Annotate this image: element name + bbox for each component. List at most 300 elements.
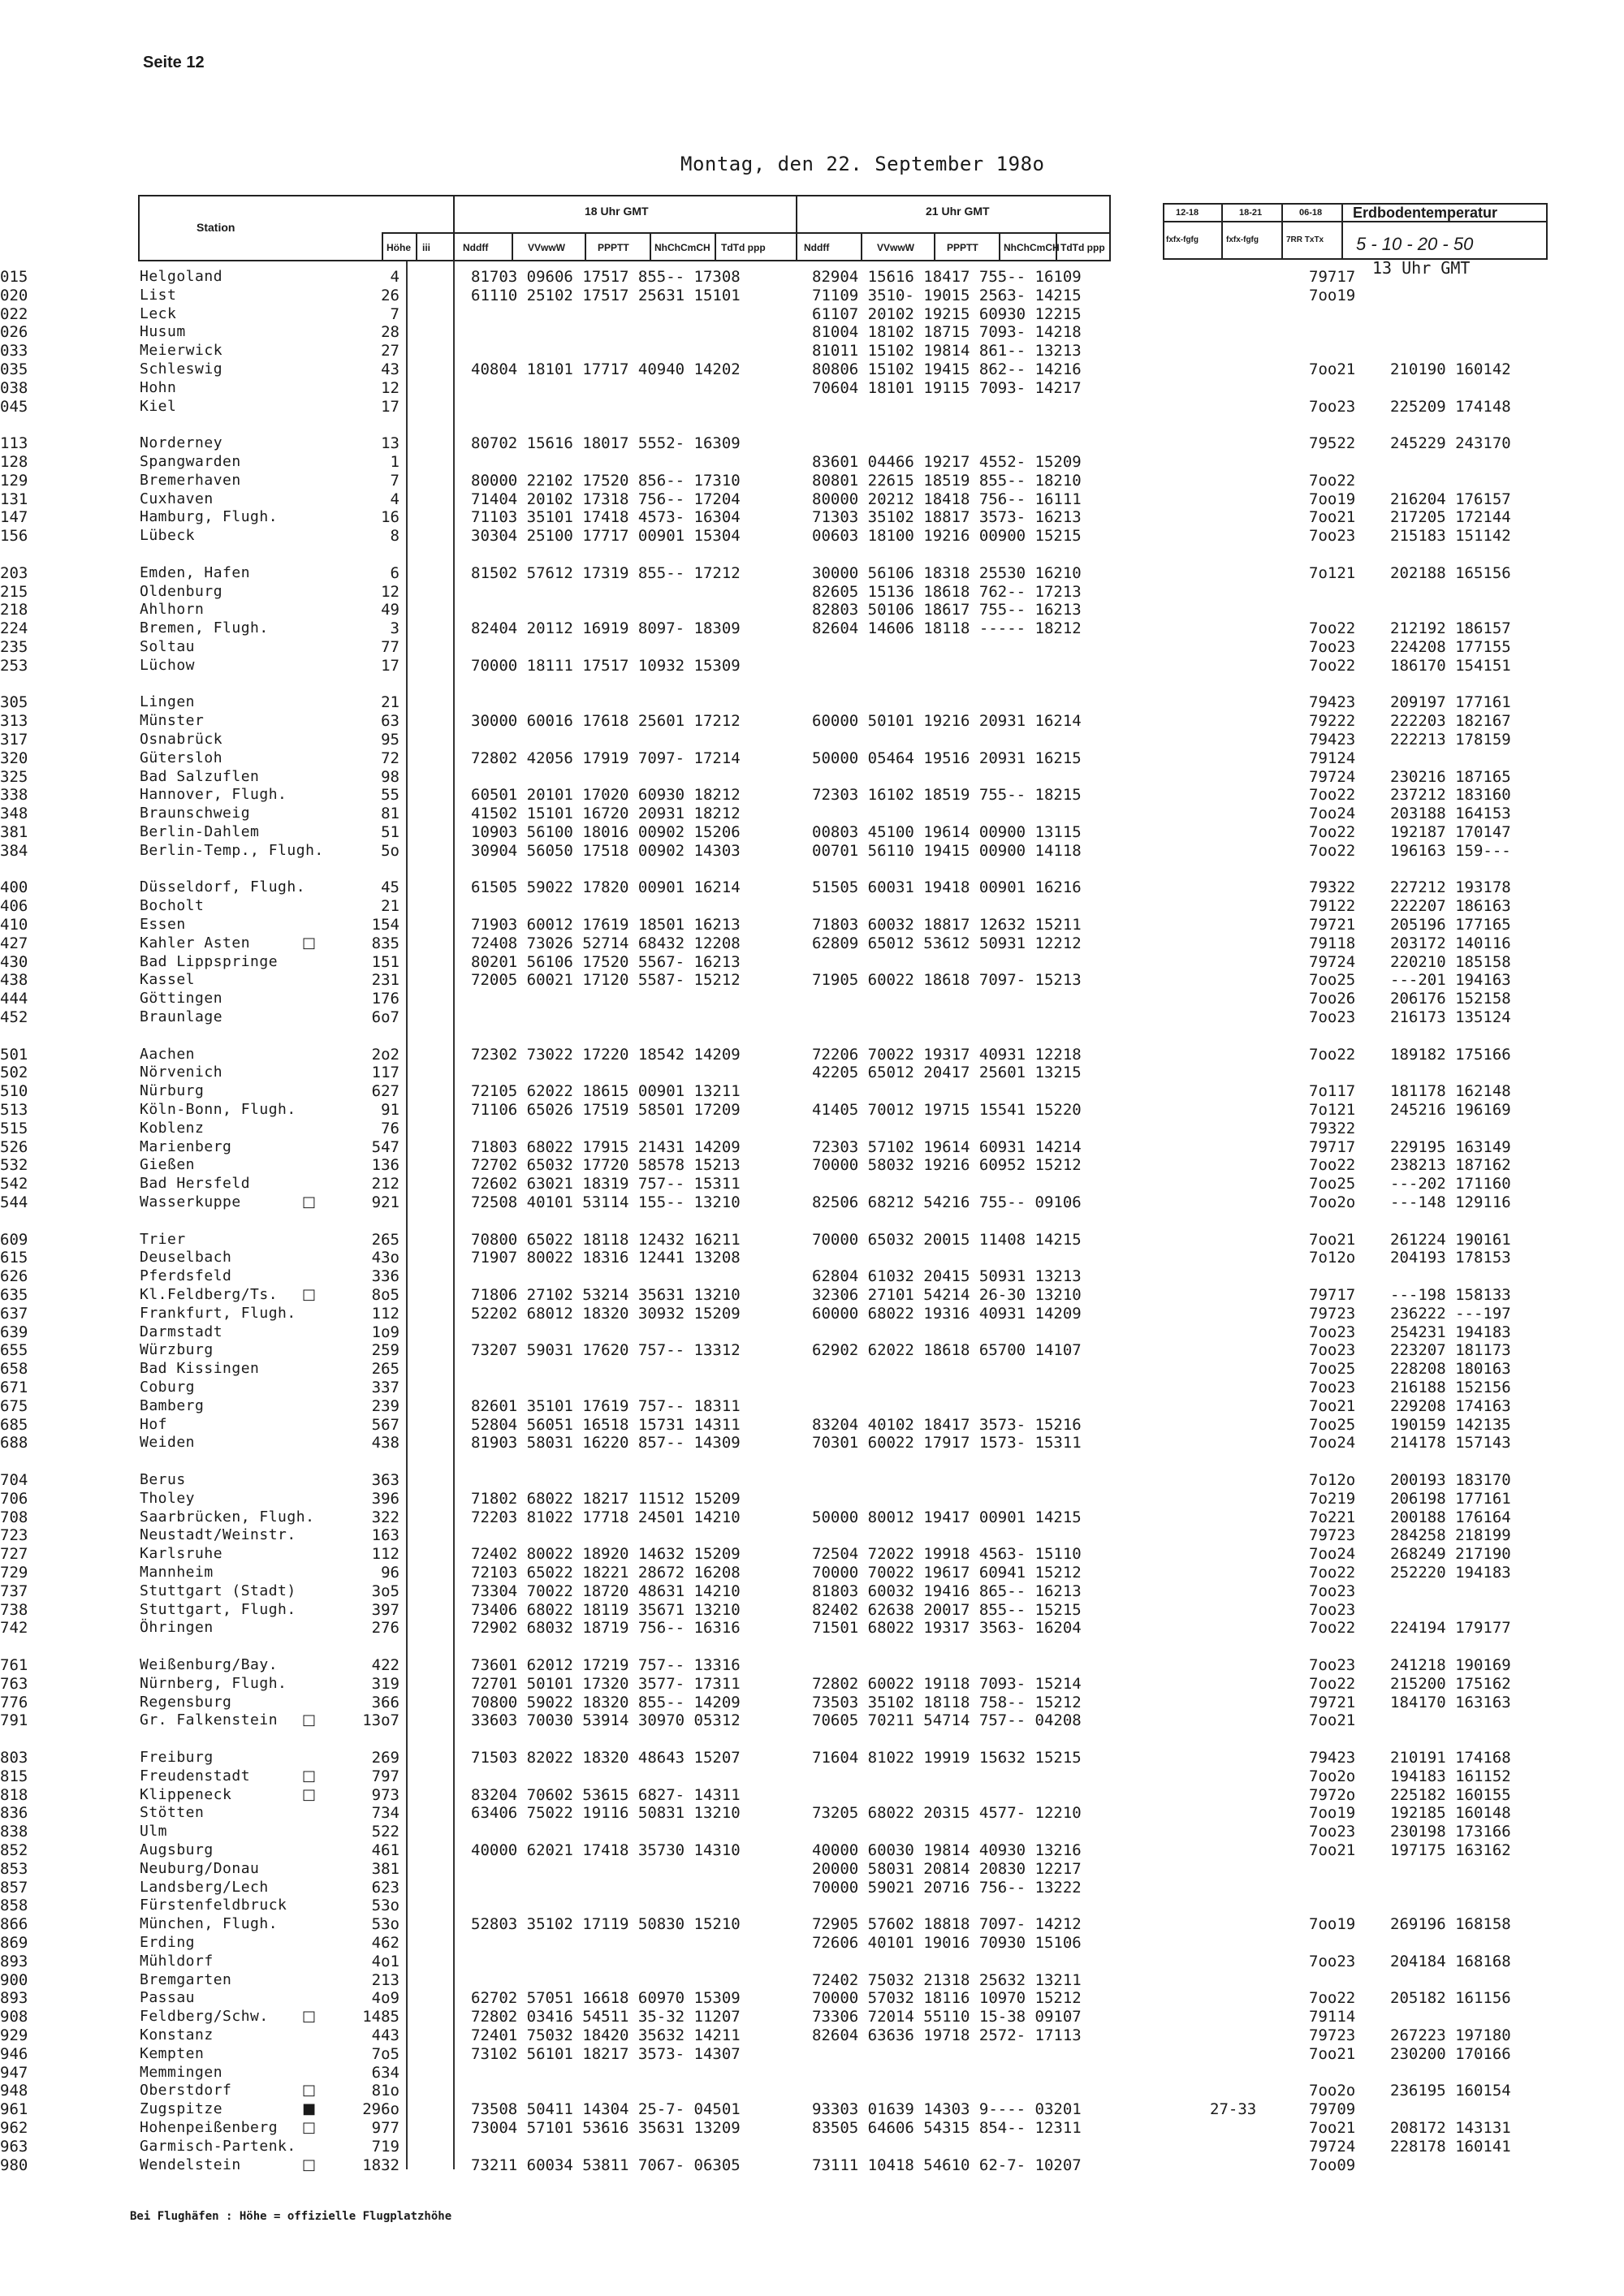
station-name: Wasserkuppe bbox=[140, 1193, 241, 1211]
obs-21-uhr: 82604 14606 18118 ----- 18212 bbox=[812, 619, 1082, 637]
table-row bbox=[0, 1341, 1624, 1359]
station-height: 276 bbox=[371, 1619, 400, 1637]
station-height: 363 bbox=[371, 1471, 400, 1489]
obs-21-uhr: 82605 15136 18618 762-- 17213 bbox=[812, 583, 1082, 601]
table-row bbox=[0, 1619, 1624, 1637]
station-height: 522 bbox=[371, 1823, 400, 1841]
station-symbol: □ bbox=[302, 2119, 317, 2136]
station-name: Mühldorf bbox=[140, 1953, 214, 1970]
station-height: 366 bbox=[371, 1694, 400, 1711]
col-tdtd-21: TdTd ppp bbox=[1060, 242, 1105, 253]
table-row bbox=[0, 749, 1624, 767]
precip-temp-06-18: 7oo24 bbox=[1309, 805, 1356, 822]
station-id: 655 bbox=[0, 1341, 28, 1359]
station-id: 544 bbox=[0, 1193, 28, 1211]
col-ppptt-18: PPPTT bbox=[598, 242, 629, 253]
precip-temp-06-18: 79717 bbox=[1309, 268, 1356, 286]
soil-temperature: 236195 160154 bbox=[1390, 2082, 1511, 2100]
station-id: 818 bbox=[0, 1786, 28, 1804]
station-name: Landsberg/Lech bbox=[140, 1879, 269, 1896]
table-row bbox=[0, 823, 1624, 841]
station-id: 400 bbox=[0, 878, 28, 896]
table-row bbox=[0, 1138, 1624, 1156]
precip-temp-06-18: 79723 bbox=[1309, 2026, 1356, 2044]
table-row bbox=[0, 1231, 1624, 1249]
station-name: Ahlhorn bbox=[140, 601, 205, 618]
obs-18-uhr: 80000 22102 17520 856-- 17310 bbox=[471, 472, 741, 490]
table-row bbox=[0, 1711, 1624, 1729]
station-id: 948 bbox=[0, 2082, 28, 2100]
station-height: 296o bbox=[362, 2100, 400, 2118]
precip-temp-06-18: 7oo23 bbox=[1309, 1953, 1356, 1970]
table-row bbox=[0, 1508, 1624, 1526]
obs-18-uhr: 30304 25100 17717 00901 15304 bbox=[471, 527, 741, 545]
station-height: 381 bbox=[371, 1860, 400, 1878]
table-row bbox=[0, 1841, 1624, 1859]
table-row bbox=[0, 2138, 1624, 2156]
obs-21-uhr: 82604 63636 19718 2572- 17113 bbox=[812, 2026, 1082, 2044]
station-name: Kempten bbox=[140, 2045, 205, 2062]
station-height: 28 bbox=[381, 323, 400, 341]
station-name: Tholey bbox=[140, 1490, 196, 1507]
table-row bbox=[0, 1416, 1624, 1434]
station-name: München, Flugh. bbox=[140, 1915, 279, 1932]
station-name: Öhringen bbox=[140, 1619, 214, 1636]
soil-temperature: 228208 180163 bbox=[1390, 1360, 1511, 1378]
station-name: Darmstadt bbox=[140, 1323, 223, 1340]
station-height: 6 bbox=[390, 564, 400, 582]
table-row bbox=[0, 1823, 1624, 1841]
table-row bbox=[0, 1434, 1624, 1452]
station-height: 26 bbox=[381, 287, 400, 304]
obs-21-uhr: 93303 01639 14303 9---- 03201 bbox=[812, 2100, 1082, 2118]
table-row bbox=[0, 971, 1624, 989]
obs-21-uhr: 42205 65012 20417 25601 13215 bbox=[812, 1064, 1082, 1081]
station-name: Helgoland bbox=[140, 268, 223, 285]
station-name: Gießen bbox=[140, 1156, 196, 1173]
header-21-uhr: 21 Uhr GMT bbox=[926, 205, 990, 218]
obs-18-uhr: 72005 60021 17120 5587- 15212 bbox=[471, 971, 741, 989]
station-name: Kahler Asten bbox=[140, 934, 251, 952]
station-name: Wendelstein bbox=[140, 2156, 241, 2173]
station-name: Kassel bbox=[140, 971, 196, 988]
precip-temp-06-18: 7oo21 bbox=[1309, 1841, 1356, 1859]
obs-18-uhr: 70800 65022 18118 12432 16211 bbox=[471, 1231, 741, 1249]
obs-18-uhr: 52803 35102 17119 50830 15210 bbox=[471, 1915, 741, 1933]
table-row bbox=[0, 1897, 1624, 1914]
station-height: 176 bbox=[371, 990, 400, 1008]
precip-temp-06-18: 7oo23 bbox=[1309, 527, 1356, 545]
table-row bbox=[0, 657, 1624, 675]
station-height: 461 bbox=[371, 1841, 400, 1859]
station-id: 803 bbox=[0, 1749, 28, 1767]
station-height: 212 bbox=[371, 1175, 400, 1193]
station-id: 639 bbox=[0, 1323, 28, 1341]
obs-21-uhr: 20000 58031 20814 20830 12217 bbox=[812, 1860, 1082, 1878]
station-id: 635 bbox=[0, 1286, 28, 1304]
obs-18-uhr: 61505 59022 17820 00901 16214 bbox=[471, 878, 741, 896]
precip-temp-06-18: 79724 bbox=[1309, 953, 1356, 971]
station-id: 501 bbox=[0, 1046, 28, 1064]
station-name: Schleswig bbox=[140, 360, 223, 378]
station-id: 305 bbox=[0, 693, 28, 711]
station-height: 8o5 bbox=[371, 1286, 400, 1304]
table-row bbox=[0, 1694, 1624, 1711]
station-name: Bremgarten bbox=[140, 1971, 232, 1988]
station-id: 129 bbox=[0, 472, 28, 490]
obs-21-uhr: 30000 56106 18318 25530 16210 bbox=[812, 564, 1082, 582]
table-row bbox=[0, 360, 1624, 378]
precip-temp-06-18: 7oo22 bbox=[1309, 1156, 1356, 1174]
obs-21-uhr: 70000 70022 19617 60941 15212 bbox=[812, 1564, 1082, 1582]
table-row bbox=[0, 490, 1624, 508]
station-id: 946 bbox=[0, 2045, 28, 2063]
table-row bbox=[0, 1582, 1624, 1600]
precip-temp-06-18: 79717 bbox=[1309, 1138, 1356, 1156]
station-id: 893 bbox=[0, 1989, 28, 2007]
station-height: 336 bbox=[371, 1267, 400, 1285]
obs-21-uhr: 62902 62022 18618 65700 14107 bbox=[812, 1341, 1082, 1359]
station-name: Neustadt/Weinstr. bbox=[140, 1526, 296, 1543]
station-height: 462 bbox=[371, 1934, 400, 1952]
precip-temp-06-18: 79222 bbox=[1309, 712, 1356, 730]
obs-18-uhr: 30904 56050 17518 00902 14303 bbox=[471, 842, 741, 860]
precip-temp-06-18: 7oo21 bbox=[1309, 1397, 1356, 1415]
precip-temp-06-18: 79118 bbox=[1309, 934, 1356, 952]
station-height: 547 bbox=[371, 1138, 400, 1156]
obs-18-uhr: 72203 81022 17718 24501 14210 bbox=[471, 1508, 741, 1526]
obs-21-uhr: 81803 60032 19416 865-- 16213 bbox=[812, 1582, 1082, 1600]
table-row bbox=[0, 1879, 1624, 1897]
table-row bbox=[0, 434, 1624, 452]
soil-temperature: 202188 165156 bbox=[1390, 564, 1511, 582]
station-id: 727 bbox=[0, 1545, 28, 1563]
table-row bbox=[0, 564, 1624, 582]
precip-temp-06-18: 7oo19 bbox=[1309, 287, 1356, 304]
soil-temperature: 224208 177155 bbox=[1390, 638, 1511, 656]
soil-temperature: 192185 160148 bbox=[1390, 1804, 1511, 1822]
col-vvwww-21: VVwwW bbox=[877, 242, 915, 253]
station-name: Regensburg bbox=[140, 1694, 232, 1711]
obs-21-uhr: 70000 57032 18116 10970 15212 bbox=[812, 1989, 1082, 2007]
precip-temp-06-18: 79322 bbox=[1309, 878, 1356, 896]
station-height: 397 bbox=[371, 1601, 400, 1619]
station-id: 515 bbox=[0, 1120, 28, 1137]
obs-18-uhr: 72103 65022 18221 28672 16208 bbox=[471, 1564, 741, 1582]
table-row bbox=[0, 1989, 1624, 2007]
obs-18-uhr: 30000 60016 17618 25601 17212 bbox=[471, 712, 741, 730]
station-height: 7 bbox=[390, 305, 400, 323]
obs-21-uhr: 70604 18101 19115 7093- 14217 bbox=[812, 379, 1082, 397]
precip-temp-06-18: 7oo23 bbox=[1309, 1582, 1356, 1600]
precip-temp-06-18: 7oo23 bbox=[1309, 1823, 1356, 1841]
precip-temp-06-18: 7oo23 bbox=[1309, 1008, 1356, 1026]
obs-18-uhr: 71103 35101 17418 4573- 16304 bbox=[471, 508, 741, 526]
station-id: 852 bbox=[0, 1841, 28, 1859]
soil-temperature: 204193 178153 bbox=[1390, 1249, 1511, 1267]
precip-temp-06-18: 79122 bbox=[1309, 897, 1356, 915]
precip-temp-06-18: 79724 bbox=[1309, 2138, 1356, 2156]
station-height: 8 bbox=[390, 527, 400, 545]
obs-18-uhr: 71903 60012 17619 18501 16213 bbox=[471, 916, 741, 934]
station-name: Klippeneck bbox=[140, 1786, 232, 1803]
soil-temperature: 241218 190169 bbox=[1390, 1656, 1511, 1674]
station-id: 128 bbox=[0, 453, 28, 471]
station-height: 7o5 bbox=[371, 2045, 400, 2063]
station-height: 443 bbox=[371, 2026, 400, 2044]
precip-temp-06-18: 7oo22 bbox=[1309, 786, 1356, 804]
precip-temp-06-18: 7oo21 bbox=[1309, 508, 1356, 526]
station-height: 27 bbox=[381, 342, 400, 360]
station-name: Nürburg bbox=[140, 1082, 205, 1099]
station-id: 406 bbox=[0, 897, 28, 915]
obs-21-uhr: 70605 70211 54714 757-- 04208 bbox=[812, 1711, 1082, 1729]
station-name: Soltau bbox=[140, 638, 196, 655]
soil-temperature: 204184 168168 bbox=[1390, 1953, 1511, 1970]
station-height: 259 bbox=[371, 1341, 400, 1359]
station-height: 81o bbox=[371, 2082, 400, 2100]
precip-temp-06-18: 7oo25 bbox=[1309, 1360, 1356, 1378]
precip-temp-06-18: 7oo23 bbox=[1309, 638, 1356, 656]
station-height: 17 bbox=[381, 398, 400, 416]
station-height: 16 bbox=[381, 508, 400, 526]
obs-21-uhr: 73111 10418 54610 62-7- 10207 bbox=[812, 2156, 1082, 2174]
obs-21-uhr: 70000 65032 20015 11408 14215 bbox=[812, 1231, 1082, 1249]
station-height: 239 bbox=[371, 1397, 400, 1415]
station-id: 438 bbox=[0, 971, 28, 989]
station-height: 835 bbox=[371, 934, 400, 952]
station-height: 13o7 bbox=[362, 1711, 400, 1729]
station-name: Nürnberg, Flugh. bbox=[140, 1675, 287, 1692]
soil-temperature: 238213 187162 bbox=[1390, 1156, 1511, 1174]
station-height: 112 bbox=[371, 1305, 400, 1323]
station-id: 020 bbox=[0, 287, 28, 304]
table-row bbox=[0, 1101, 1624, 1119]
precip-temp-06-18: 7oo23 bbox=[1309, 1656, 1356, 1674]
soil-temperature: 186170 154151 bbox=[1390, 657, 1511, 675]
obs-18-uhr: 40000 62021 17418 35730 14310 bbox=[471, 1841, 741, 1859]
station-height: 43 bbox=[381, 360, 400, 378]
precip-temp-06-18: 79423 bbox=[1309, 693, 1356, 711]
soil-temperature: 190159 142135 bbox=[1390, 1416, 1511, 1434]
station-name: Norderney bbox=[140, 434, 223, 451]
station-name: Lüchow bbox=[140, 657, 196, 674]
table-row bbox=[0, 619, 1624, 637]
station-height: 53o bbox=[371, 1915, 400, 1933]
obs-21-uhr: 72402 75032 21318 25632 13211 bbox=[812, 1971, 1082, 1989]
table-row bbox=[0, 934, 1624, 952]
header-06-18: 06-18 bbox=[1299, 208, 1323, 218]
station-id: 626 bbox=[0, 1267, 28, 1285]
soil-temperature: 237212 183160 bbox=[1390, 786, 1511, 804]
obs-21-uhr: 71303 35102 18817 3573- 16213 bbox=[812, 508, 1082, 526]
station-name: Würzburg bbox=[140, 1341, 214, 1358]
soil-temperature: 267223 197180 bbox=[1390, 2026, 1511, 2044]
precip-temp-06-18: 79724 bbox=[1309, 768, 1356, 786]
obs-21-uhr: 73503 35102 18118 758-- 15212 bbox=[812, 1694, 1082, 1711]
station-id: 671 bbox=[0, 1379, 28, 1396]
station-height: 136 bbox=[371, 1156, 400, 1174]
table-row bbox=[0, 1286, 1624, 1304]
station-id: 033 bbox=[0, 342, 28, 360]
station-name: Garmisch-Partenk. bbox=[140, 2138, 296, 2155]
obs-18-uhr: 81703 09606 17517 855-- 17308 bbox=[471, 268, 741, 286]
station-id: 035 bbox=[0, 360, 28, 378]
soil-temperature: 214178 157143 bbox=[1390, 1434, 1511, 1452]
station-height: 21 bbox=[381, 897, 400, 915]
precip-temp-06-18: 7oo25 bbox=[1309, 1175, 1356, 1193]
station-name: Essen bbox=[140, 916, 186, 933]
obs-18-uhr: 41502 15101 16720 20931 18212 bbox=[471, 805, 741, 822]
station-height: 76 bbox=[381, 1120, 400, 1137]
table-row bbox=[0, 1564, 1624, 1582]
station-name: Bad Salzuflen bbox=[140, 768, 260, 785]
precip-temp-06-18: 7oo22 bbox=[1309, 842, 1356, 860]
obs-18-uhr: 52804 56051 16518 15731 14311 bbox=[471, 1416, 741, 1434]
precip-temp-06-18: 7oo21 bbox=[1309, 2119, 1356, 2137]
obs-18-uhr: 73102 56101 18217 3573- 14307 bbox=[471, 2045, 741, 2063]
obs-18-uhr: 72701 50101 17320 3577- 17311 bbox=[471, 1675, 741, 1693]
station-id: 737 bbox=[0, 1582, 28, 1600]
precip-temp-06-18: 7oo23 bbox=[1309, 1601, 1356, 1619]
station-name: Stuttgart (Stadt) bbox=[140, 1582, 296, 1599]
station-name: Düsseldorf, Flugh. bbox=[140, 878, 306, 896]
station-height: 623 bbox=[371, 1879, 400, 1897]
station-id: 410 bbox=[0, 916, 28, 934]
footnote: Bei Flughäfen : Höhe = offizielle Flugplatzhöhe bbox=[130, 2210, 452, 2223]
obs-18-uhr: 10903 56100 18016 00902 15206 bbox=[471, 823, 741, 841]
station-name: Ulm bbox=[140, 1823, 168, 1840]
table-row bbox=[0, 1526, 1624, 1544]
station-id: 015 bbox=[0, 268, 28, 286]
obs-18-uhr: 60501 20101 17020 60930 18212 bbox=[471, 786, 741, 804]
table-row bbox=[0, 342, 1624, 360]
table-row bbox=[0, 1971, 1624, 1989]
header-13-uhr: 13 Uhr GMT bbox=[1372, 258, 1471, 278]
table-row bbox=[0, 693, 1624, 711]
header-erdbodentemperatur: Erdbodentemperatur bbox=[1353, 205, 1498, 221]
obs-21-uhr: 80000 20212 18418 756-- 16111 bbox=[812, 490, 1082, 508]
precip-temp-06-18: 7o221 bbox=[1309, 1508, 1356, 1526]
soil-temperature: 222213 178159 bbox=[1390, 731, 1511, 749]
station-name: Spangwarden bbox=[140, 453, 241, 470]
station-height: 265 bbox=[371, 1360, 400, 1378]
table-row bbox=[0, 1934, 1624, 1952]
station-id: 947 bbox=[0, 2064, 28, 2082]
station-height: 797 bbox=[371, 1767, 400, 1785]
soil-temperature: 245216 196169 bbox=[1390, 1101, 1511, 1119]
obs-18-uhr: 71802 68022 18217 11512 15209 bbox=[471, 1490, 741, 1508]
precip-temp-06-18: 79721 bbox=[1309, 916, 1356, 934]
station-symbol: □ bbox=[302, 1286, 317, 1303]
station-height: 55 bbox=[381, 786, 400, 804]
table-row bbox=[0, 1323, 1624, 1341]
col-nddff-18: Nddff bbox=[463, 242, 489, 253]
precip-temp-06-18: 7o121 bbox=[1309, 1101, 1356, 1119]
table-row bbox=[0, 583, 1624, 601]
station-name: Karlsruhe bbox=[140, 1545, 223, 1562]
table-row bbox=[0, 2082, 1624, 2100]
precip-temp-06-18: 7oo22 bbox=[1309, 657, 1356, 675]
station-id: 961 bbox=[0, 2100, 28, 2118]
precip-temp-06-18: 7oo22 bbox=[1309, 472, 1356, 490]
table-row bbox=[0, 2026, 1624, 2044]
precip-temp-06-18: 7oo21 bbox=[1309, 2045, 1356, 2063]
station-name: Berus bbox=[140, 1471, 186, 1488]
station-height: 13 bbox=[381, 434, 400, 452]
soil-temperature: 205182 161156 bbox=[1390, 1989, 1511, 2007]
station-id: 853 bbox=[0, 1860, 28, 1878]
station-id: 704 bbox=[0, 1471, 28, 1489]
precip-temp-06-18: 7oo21 bbox=[1309, 360, 1356, 378]
station-height: 12 bbox=[381, 583, 400, 601]
table-row bbox=[0, 398, 1624, 416]
table-row bbox=[0, 731, 1624, 749]
obs-18-uhr: 81502 57612 17319 855-- 17212 bbox=[471, 564, 741, 582]
precip-temp-06-18: 7oo24 bbox=[1309, 1434, 1356, 1452]
station-name: Feldberg/Schw. bbox=[140, 2008, 269, 2025]
table-row bbox=[0, 2008, 1624, 2026]
soil-temperature: 192187 170147 bbox=[1390, 823, 1511, 841]
soil-temperature: 225182 160155 bbox=[1390, 1786, 1511, 1804]
station-name: Freiburg bbox=[140, 1749, 214, 1766]
table-row bbox=[0, 268, 1624, 286]
station-id: 510 bbox=[0, 1082, 28, 1100]
station-symbol: □ bbox=[302, 2082, 317, 2099]
obs-21-uhr: 60000 50101 19216 20931 16214 bbox=[812, 712, 1082, 730]
report-date: Montag, den 22. September 198o bbox=[680, 153, 1045, 175]
soil-temperature: 236222 ---197 bbox=[1390, 1305, 1511, 1323]
station-height: 163 bbox=[371, 1526, 400, 1544]
obs-21-uhr: 72303 57102 19614 60931 14214 bbox=[812, 1138, 1082, 1156]
station-id: 045 bbox=[0, 398, 28, 416]
station-symbol: □ bbox=[302, 2156, 317, 2173]
station-name: Aachen bbox=[140, 1046, 196, 1063]
soil-temperature: 206198 177161 bbox=[1390, 1490, 1511, 1508]
table-row bbox=[0, 1767, 1624, 1785]
station-id: 838 bbox=[0, 1823, 28, 1841]
station-height: 2o2 bbox=[371, 1046, 400, 1064]
station-id: 776 bbox=[0, 1694, 28, 1711]
soil-temperature: 254231 194183 bbox=[1390, 1323, 1511, 1341]
station-name: Erding bbox=[140, 1934, 196, 1951]
precip-temp-06-18: 7oo22 bbox=[1309, 1564, 1356, 1582]
header-18-21-sub: fxfx-fgfg bbox=[1226, 235, 1259, 244]
station-name: Mannheim bbox=[140, 1564, 214, 1581]
station-height: 337 bbox=[371, 1379, 400, 1396]
table-row bbox=[0, 1305, 1624, 1323]
station-id: 858 bbox=[0, 1897, 28, 1914]
station-height: 4o1 bbox=[371, 1953, 400, 1970]
station-height: 4 bbox=[390, 490, 400, 508]
station-height: 112 bbox=[371, 1545, 400, 1563]
table-row bbox=[0, 916, 1624, 934]
table-row bbox=[0, 1601, 1624, 1619]
table-row bbox=[0, 1046, 1624, 1064]
obs-21-uhr: 00603 18100 19216 00900 15215 bbox=[812, 527, 1082, 545]
soil-temperature: 217205 172144 bbox=[1390, 508, 1511, 526]
precip-temp-06-18: 7oo25 bbox=[1309, 1416, 1356, 1434]
station-id: 113 bbox=[0, 434, 28, 452]
precip-temp-06-18: 7oo19 bbox=[1309, 1915, 1356, 1933]
obs-21-uhr: 50000 80012 19417 00901 14215 bbox=[812, 1508, 1082, 1526]
precip-temp-06-18: 7oo22 bbox=[1309, 1619, 1356, 1637]
table-row bbox=[0, 1193, 1624, 1211]
obs-18-uhr: 71803 68022 17915 21431 14209 bbox=[471, 1138, 741, 1156]
station-symbol: □ bbox=[302, 1711, 317, 1728]
station-symbol: □ bbox=[302, 1786, 317, 1803]
header-station: Station bbox=[197, 221, 235, 234]
